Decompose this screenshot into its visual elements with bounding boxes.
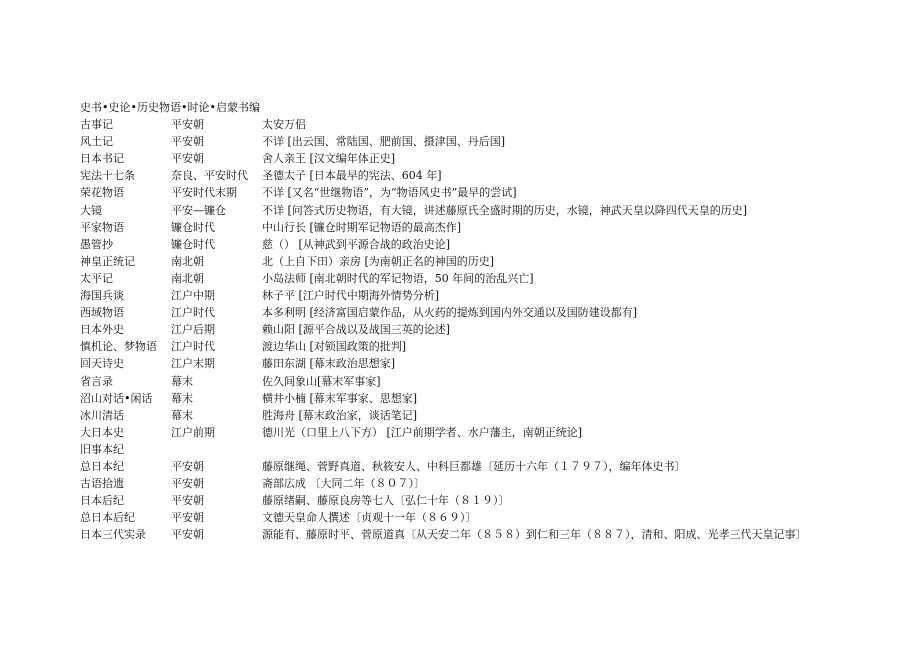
book-author-description: 藤原绪嗣、藤原良房等七人〔弘仁十年（８１９）〕 [262, 494, 510, 508]
book-era: 平安—镰仓 [171, 203, 226, 217]
book-title: 西域物语 [80, 306, 124, 320]
list-item [80, 116, 910, 133]
book-title: 大日本史 [80, 425, 124, 439]
book-author-description [262, 441, 910, 458]
book-author-description: 赖山阳 [源平合战以及战国三英的论述] [262, 323, 451, 337]
book-era: 平安朝 [171, 459, 204, 473]
book-title: 神皇正统记 [80, 254, 135, 268]
book-era: 江户前期 [171, 425, 215, 439]
list-item [80, 526, 910, 543]
list-item [80, 338, 910, 355]
list-item [80, 202, 910, 219]
book-era: 江户中期 [171, 289, 215, 303]
book-author-description: 太安万侣 [262, 118, 306, 132]
book-era: 幕末 [171, 408, 193, 422]
list-item [80, 321, 910, 338]
list-item [80, 458, 910, 475]
book-era: 幕末 [171, 374, 193, 388]
book-era: 江户末期 [171, 357, 215, 371]
book-era [171, 441, 262, 458]
book-author-description: 不详 [问答式历史物语，有大镜，讲述藤原氏全盛时期的历史，水镜，神武天皇以降四代天皇的历史] [262, 203, 748, 217]
book-title: 日本书记 [80, 152, 124, 166]
list-item [80, 184, 910, 201]
list-item [80, 355, 910, 372]
book-era: 平安朝 [171, 528, 204, 542]
book-list [80, 116, 910, 543]
book-era: 镰仓时代 [171, 220, 215, 234]
book-era: 幕末 [171, 391, 193, 405]
book-title: 总日本后纪 [80, 511, 135, 525]
book-title: 日本外史 [80, 323, 124, 337]
book-title: 太平记 [80, 271, 113, 285]
book-title: 风土记 [80, 135, 113, 149]
book-author-description: 小岛法师 [南北朝时代的军记物语，50 年间的治乱兴亡] [262, 271, 534, 285]
book-author-description: 源能有、藤原时平、菅原道真〔从天安二年（８５８）到仁和三年（８８７），清和、阳成、光孝三代天皇记事〕 [262, 528, 807, 542]
section-heading: 史书•史论•历史物语•时论•启蒙书编 [80, 101, 260, 114]
book-title: 日本后纪 [80, 494, 124, 508]
book-author-description: 渡边华山 [对锁国政策的批判] [262, 340, 407, 354]
book-title: 平家物语 [80, 220, 124, 234]
list-item [80, 492, 910, 509]
book-era: 平安朝 [171, 152, 204, 166]
list-item [80, 475, 910, 492]
book-title: 沼山对话•闲话 [80, 391, 153, 405]
list-item [80, 236, 910, 253]
book-title: 总日本纪 [80, 459, 124, 473]
book-author-description: 藤原继绳、菅野真道、秋筱安人、中科巨都雄〔延历十六年（１７９７），编年体史书〕 [262, 459, 686, 473]
book-era: 江户时代 [171, 340, 215, 354]
book-author-description: 本多利明 [经济富国启蒙作品，从火药的提炼到国内外交通以及国防建设都有] [262, 306, 638, 320]
book-title: 旧事本纪 [80, 442, 124, 456]
list-item [80, 390, 910, 407]
book-title: 愚管抄 [80, 237, 113, 251]
book-title: 宪法十七条 [80, 169, 135, 183]
book-era: 平安朝 [171, 135, 204, 149]
book-author-description: 中山行长 [镰仓时期军记物语的最高杰作] [262, 220, 462, 234]
book-title: 古事记 [80, 118, 113, 132]
list-item [80, 133, 910, 150]
book-author-description: 不详 [出云国、常陆国、肥前国、摄津国、丹后国] [262, 135, 506, 149]
book-title: 回天诗史 [80, 357, 124, 371]
book-era: 江户后期 [171, 323, 215, 337]
book-era: 平安朝 [171, 477, 204, 491]
list-item [80, 270, 910, 287]
book-author-description: 圣德太子 [日本最早的宪法、604 年] [262, 169, 442, 183]
book-title: 省言录 [80, 374, 113, 388]
book-title: 大镜 [80, 203, 102, 217]
book-title: 慎机论、梦物语 [80, 340, 157, 354]
book-author-description: 舍人亲王 [汉文编年体正史] [262, 152, 396, 166]
book-author-description: 藤田东湖 [幕末政治思想家] [262, 357, 396, 371]
book-title: 冰川清话 [80, 408, 124, 422]
book-era: 南北朝 [171, 254, 204, 268]
book-era: 镰仓时代 [171, 237, 215, 251]
book-era: 平安朝 [171, 494, 204, 508]
book-title: 海国兵谈 [80, 289, 124, 303]
book-author-description: 北（上自下田）亲房 [为南朝正名的神国的历史] [262, 254, 495, 268]
book-author-description: 胜海舟 [幕末政治家，谈话笔记] [262, 408, 418, 422]
book-era: 平安朝 [171, 511, 204, 525]
book-era: 平安时代末期 [171, 186, 237, 200]
list-item [80, 219, 910, 236]
document-body [80, 99, 910, 543]
book-author-description: 佐久间象山[幕末军事家] [262, 374, 381, 388]
list-item [80, 150, 910, 167]
book-author-description: 斋部広成 〔大同二年（８０７）〕 [262, 477, 425, 491]
book-author-description: 慈（） [从神武到平源合战的政治史论] [262, 237, 451, 251]
list-item [80, 441, 910, 458]
list-item [80, 509, 910, 526]
list-item [80, 287, 910, 304]
book-title: 日本三代实录 [80, 528, 146, 542]
book-author-description: 林子平 [江户时代中期海外情势分析] [262, 289, 440, 303]
list-item [80, 167, 910, 184]
list-item [80, 373, 910, 390]
book-era: 平安朝 [171, 118, 204, 132]
list-item [80, 304, 910, 321]
list-item [80, 424, 910, 441]
book-title: 古语拾遗 [80, 477, 124, 491]
list-item [80, 253, 910, 270]
book-era: 南北朝 [171, 271, 204, 285]
list-item [80, 407, 910, 424]
book-era: 奈良、平安时代 [171, 169, 248, 183]
book-era: 江户时代 [171, 306, 215, 320]
book-author-description: 文德天皇命人撰述〔贞观十一年（８６９）〕 [262, 511, 477, 525]
book-author-description: 德川光（口里上八下方） [江户前期学者、水户藩主，南朝正统论] [262, 425, 583, 439]
book-author-description: 横井小楠 [幕末军事家、思想家] [262, 391, 418, 405]
book-author-description: 不详 [又名“世继物语”，为“物语风史书”最早的尝试] [262, 186, 517, 200]
book-title: 荣花物语 [80, 186, 124, 200]
